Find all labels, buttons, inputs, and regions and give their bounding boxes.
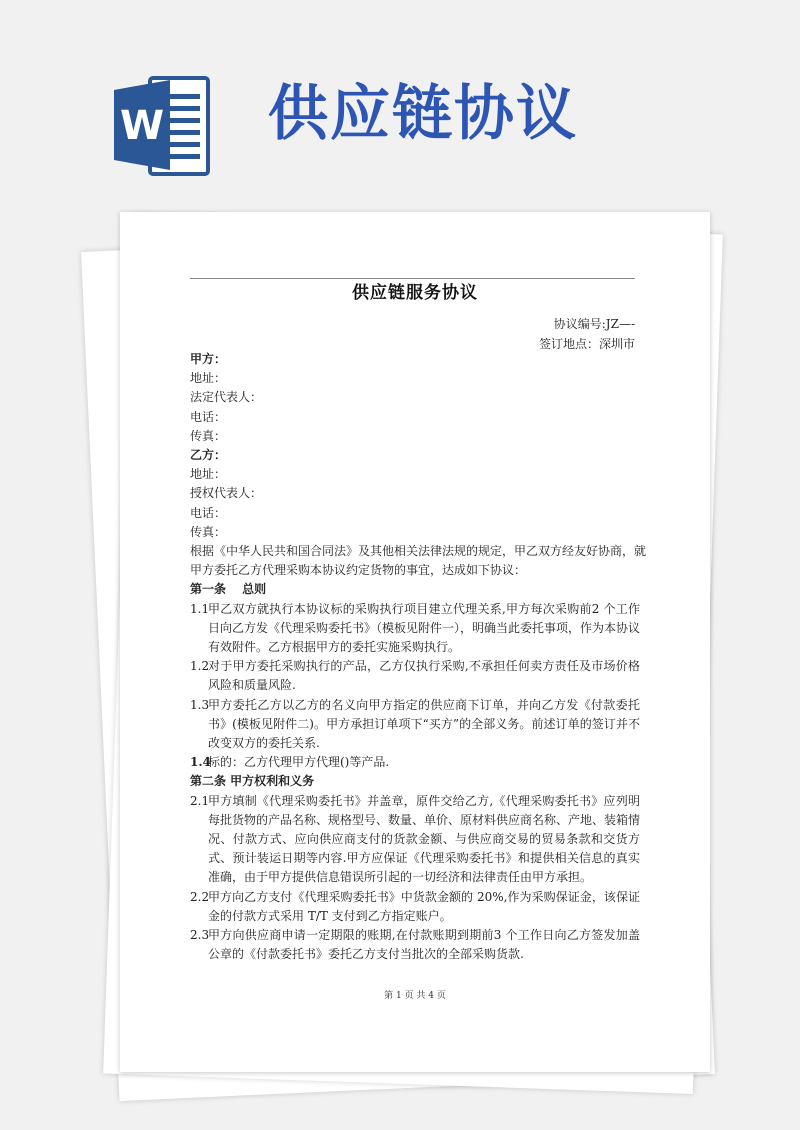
party-b-address: 地址： — [190, 467, 227, 482]
clause-text: 甲方委托乙方以乙方的名义向甲方指定的供应商下订单，并向乙方发《付款委托书》(模板见附件二)。甲方承担订单项下“买方”的全部义务。前述订单的签订并不改变双方的委托关系. — [208, 697, 640, 751]
clause — [190, 600, 640, 658]
clause-number: 2.3 — [190, 928, 210, 943]
party-b-fax: 传真： — [190, 524, 227, 539]
clause-text: 对于甲方委托采购执行的产品，乙方仅执行采购,不承担任何卖方责任及市场价格风险和质量风险. — [208, 659, 640, 693]
party-a-address: 地址： — [190, 371, 227, 386]
clause-text: 甲方填制《代理采购委托书》并盖章，原件交给乙方,《代理采购委托书》应列明每批货物的产品名称、规格型号、数量、单价、原材料供应商名称、产地、装箱情况、付款方式、应向供应商支付的货款金额、与供应商交易的贸易条款和交货方式、预计装运日期等内容.甲方应保证《代理采购委托书》和提供相关信息的真实准确，由于甲方提供信息错误所引起的一切经济和法律责任由甲方承担。 — [208, 793, 641, 885]
clause-number: 1.1 — [190, 601, 210, 616]
document-page — [120, 212, 710, 1072]
sign-place: 签订地点：深圳市 — [538, 337, 635, 351]
clause — [190, 792, 640, 888]
clause-number: 1.2 — [190, 659, 210, 674]
party-a-phone: 电话： — [190, 409, 227, 424]
document-meta — [539, 314, 635, 354]
party-b-label: 乙方： — [190, 448, 227, 463]
clause-text: 甲方向供应商申请一定期限的账期,在付款账期到期前3 个工作日向乙方签发加盖公章的《付款委托书》委托乙方支付当批次的全部采购货款. — [208, 928, 640, 962]
article-1-heading: 第一条 总则 — [190, 582, 267, 597]
clause — [190, 696, 640, 754]
party-a-legal-rep: 法定代表人： — [190, 390, 263, 405]
agreement-number: 协议编号:JZ—- — [553, 317, 635, 331]
word-logo-letter: W — [119, 103, 165, 149]
clause — [190, 657, 640, 695]
preamble-line: 根据《中华人民共和国合同法》及其他相关法律法规的规定，甲乙双方经友好协商，就 — [190, 544, 647, 559]
word-document-icon — [112, 70, 212, 180]
document-body — [190, 350, 647, 965]
clause-text: 甲方向乙方支付《代理采购委托书》中货款金额的 20%,作为采购保证金，该保证金的付款方式采用 T/T 支付到乙方指定账户。 — [208, 889, 640, 923]
header — [0, 0, 800, 200]
clause-text: 甲乙双方就执行本协议标的采购执行项目建立代理关系,甲方每次采购前2 个工作日向乙方发《代理采购委托书》（模板见附件一），明确当此委托事项，作为本协议有效附件。乙方根据甲方的委托实施采购执行。 — [208, 601, 641, 655]
clause — [190, 888, 640, 926]
page-footer: 第 1 页 共 4 页 — [384, 991, 446, 1001]
clause — [190, 926, 640, 964]
document-title: 供应链服务协议 — [352, 283, 478, 303]
party-a-label: 甲方： — [190, 352, 227, 366]
clause — [190, 753, 640, 772]
article-2-heading: 第二条 甲方权利和义务 — [190, 774, 315, 789]
clause-number: 1.4 — [190, 755, 211, 770]
clause-text: 标的：乙方代理甲方代理()等产品. — [208, 755, 390, 770]
header-title: 供应链协议 — [268, 79, 578, 149]
preamble-line: 甲方委托乙方代理采购本协议约定货物的事宜，达成如下协议： — [190, 563, 527, 578]
party-b-auth-rep: 授权代表人： — [190, 486, 263, 501]
party-a-fax: 传真： — [190, 428, 227, 443]
clause-number: 2.1 — [190, 793, 210, 808]
party-b-phone: 电话： — [190, 505, 227, 520]
clause-number: 2.2 — [190, 889, 210, 904]
clause-number: 1.3 — [190, 697, 210, 712]
